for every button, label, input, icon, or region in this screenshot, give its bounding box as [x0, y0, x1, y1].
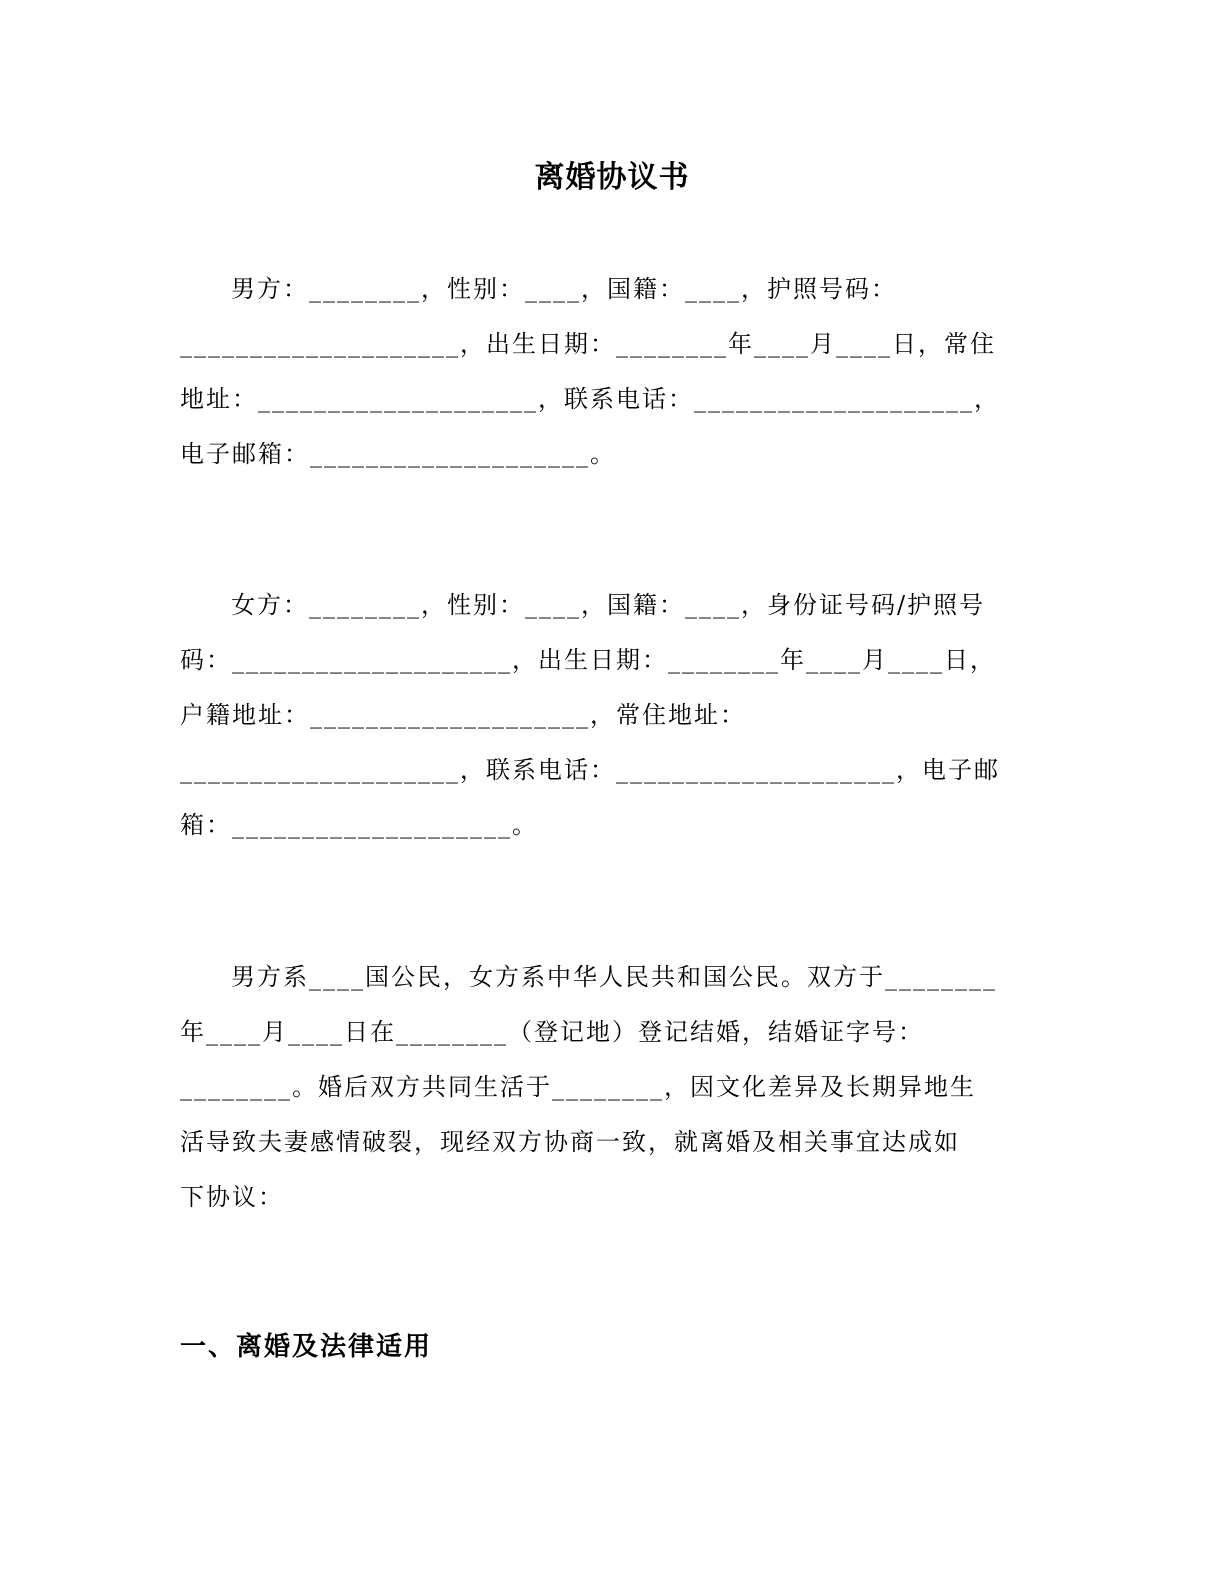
- female-party-line-4: ____________________，联系电话：____________________，电子邮: [180, 756, 1000, 784]
- male-party-line-1: 男方：________，性别：____，国籍：____，护照号码：: [231, 275, 897, 303]
- male-party-line-4: 电子邮箱：____________________。: [180, 440, 616, 468]
- male-party-line-3: 地址：____________________，联系电话：____________________，: [180, 385, 1000, 413]
- female-party-line-3: 户籍地址：____________________，常住地址：: [180, 701, 746, 729]
- section-heading: 一、离婚及法律适用: [180, 1332, 433, 1362]
- female-party-line-2: 码：____________________，出生日期：________年____月____日，: [180, 646, 996, 674]
- male-party-paragraph: [180, 262, 1040, 482]
- preamble-line-1: 男方系____国公民，女方系中华人民共和国公民。双方于________: [231, 963, 997, 991]
- female-party-paragraph: [180, 578, 1040, 853]
- preamble-line-5: 下协议：: [180, 1183, 284, 1211]
- preamble-line-3: ________。婚后双方共同生活于________，因文化差异及长期异地生: [180, 1073, 976, 1101]
- female-party-line-1: 女方：________，性别：____，国籍：____，身份证号码/护照号: [231, 591, 986, 619]
- female-party-line-5: 箱：____________________。: [180, 811, 538, 839]
- male-party-line-2: ____________________，出生日期：________年____月____日，常住: [180, 330, 996, 358]
- preamble-line-2: 年____月____日在________（登记地）登记结婚，结婚证字号：: [180, 1018, 924, 1046]
- document-title: 离婚协议书: [534, 160, 690, 195]
- preamble-line-4: 活导致夫妻感情破裂，现经双方协商一致，就离婚及相关事宜达成如: [180, 1128, 960, 1156]
- preamble-paragraph: [180, 950, 1040, 1225]
